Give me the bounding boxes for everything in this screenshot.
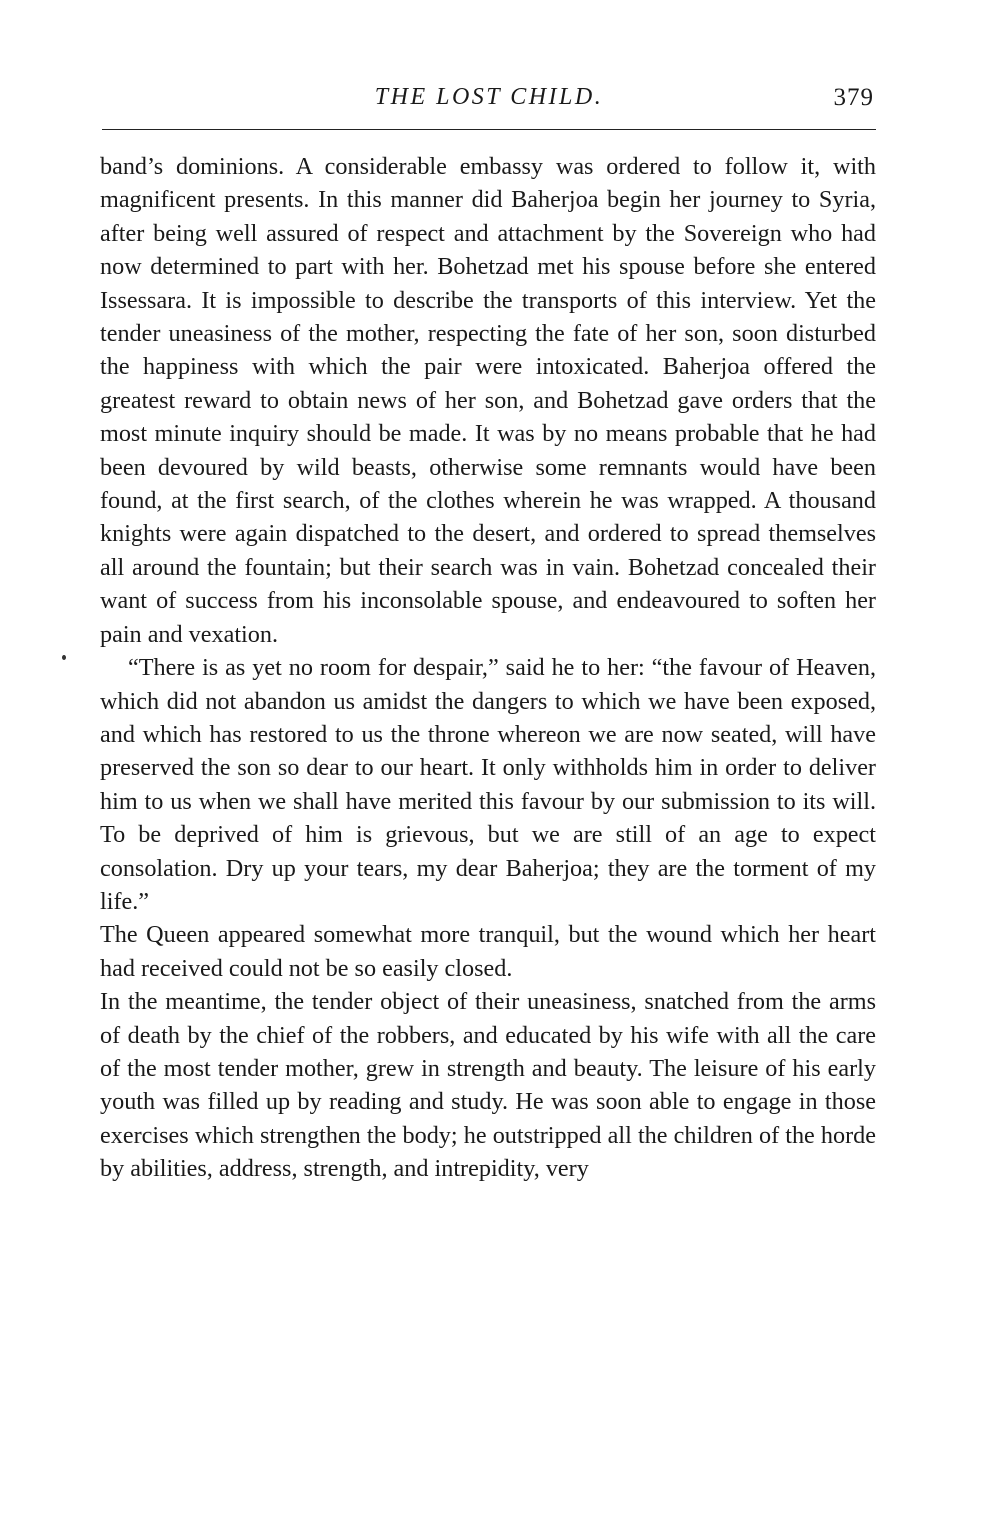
ink-speck bbox=[62, 655, 66, 660]
running-head bbox=[100, 84, 878, 120]
header-rule bbox=[102, 129, 876, 130]
paragraph-1: band’s dominions. A considerable embassy was ordered to follow it, with magnificent presents. In this manner did Baherjoa begin her journey to Syria, after being well assured of respect and attachment by the Sovereign who had now determined to part with her. Bohetzad met his spouse before she entered Issessara. It is impossible to describe the transports of this interview. Yet the tender uneasiness of the mother, respecting the fate of her son, soon disturbed the happiness with which the pair were intoxicated. Baherjoa offered the greatest reward to obtain news of her son, and Bohetzad gave orders that the most minute inquiry should be made. It was by no means probable that he had been devoured by wild beasts, otherwise some remnants would have been found, at the first search, of the clothes wherein he was wrapped. A thousand knights were again dispatched to the desert, and ordered to spread themselves all around the fountain; but their search was in vain. Bohetzad concealed their want of success from his inconsolable spouse, and endeavoured to soften her pain and vexation. bbox=[100, 153, 876, 648]
paragraph-3: The Queen appeared somewhat more tranquil, but the wound which her heart had received could not be so easily closed. bbox=[100, 921, 876, 982]
body-text bbox=[100, 150, 876, 1186]
paragraph-2: “There is as yet no room for despair,” said he to her: “the favour of Heaven, which did not abandon us amidst the dangers to which we have been exposed, and which has restored to us the throne whereon we are now seated, will have preserved the son so dear to our heart. It only withholds him in order to deliver him to us when we shall have merited this favour by our submission to its will. To be deprived of him is grievous, but we are still of an age to expect consolation. Dry up your tears, my dear Baherjoa; they are the torment of my life.” bbox=[100, 654, 876, 915]
page-number: 379 bbox=[833, 84, 874, 111]
running-title: THE LOST CHILD. bbox=[374, 84, 604, 110]
paragraph-4: In the meantime, the tender object of their uneasiness, snatched from the arms of death by the chief of the robbers, and educated by his wife with all the care of the most tender mother, grew in strength and beauty. The leisure of his early youth was filled up by reading and study. He was soon able to engage in those exercises which strengthen the body; he outstripped all the children of the horde by abilities, address, strength, and intrepidity, very bbox=[100, 988, 876, 1183]
